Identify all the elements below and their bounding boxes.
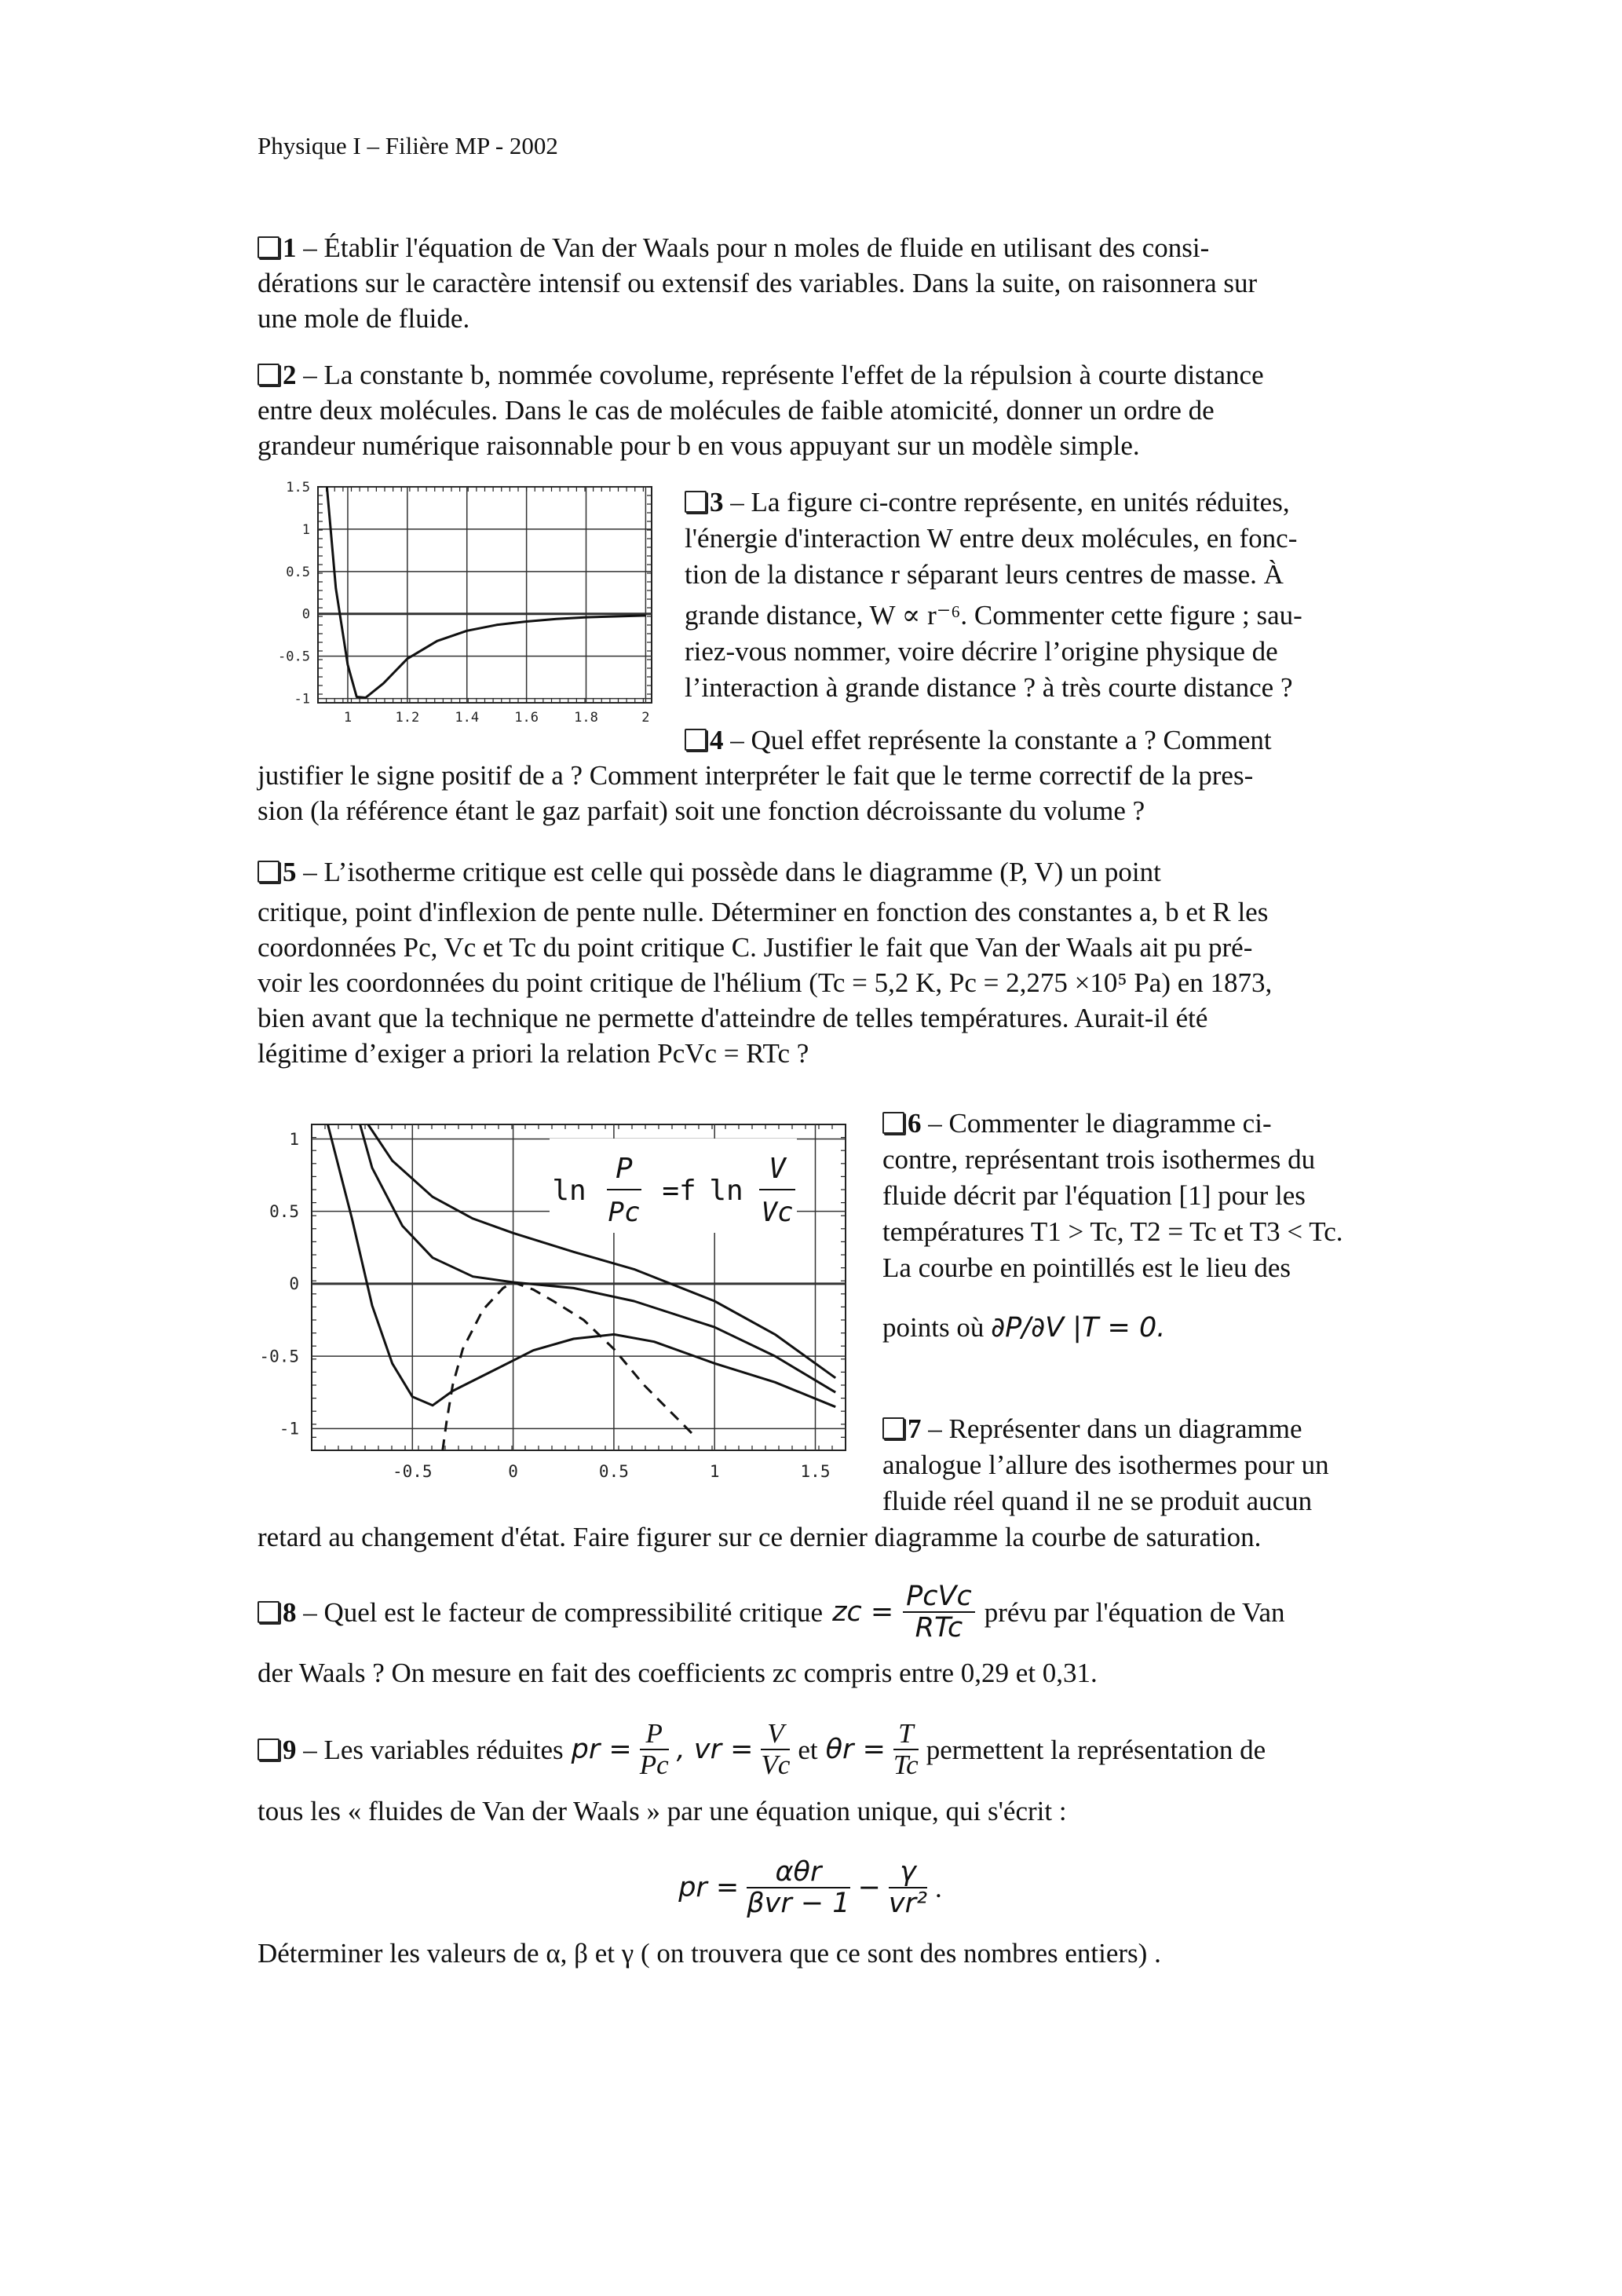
series-line xyxy=(327,487,645,698)
x-tick-label: 1 xyxy=(343,710,353,726)
q7-line: – Représenter dans un diagramme xyxy=(928,1413,1302,1444)
frac-numerator: PcVc xyxy=(903,1581,975,1613)
q7-line: retard au changement d'état. Faire figurer sur ce dernier diagramme la courbe de saturation. xyxy=(258,1522,1262,1552)
annotation-p: P xyxy=(616,1153,633,1185)
q3-line: grande distance, W ∝ r⁻⁶. Commenter cette figure ; sau- xyxy=(685,600,1302,631)
x-tick-label: 1 xyxy=(709,1462,720,1481)
question-number: 9 xyxy=(283,1734,297,1765)
q4-line: – Quel effet représente la constante a ? Comment xyxy=(730,725,1272,755)
q9-text: – Les variables réduites xyxy=(303,1734,564,1765)
y-tick-label: -0.5 xyxy=(278,649,310,665)
question-1 xyxy=(258,230,1363,336)
x-tick-label: 1.6 xyxy=(514,710,539,726)
pr-symbol: pr = xyxy=(571,1733,632,1765)
x-tick-label: 1.5 xyxy=(800,1462,831,1481)
question-2 xyxy=(258,357,1363,463)
x-tick-label: 0.5 xyxy=(598,1462,629,1481)
checkbox-icon xyxy=(882,1417,904,1439)
q2-line: grandeur numérique raisonnable pour b en vous appuyant sur un modèle simple. xyxy=(258,430,1140,461)
q5-line: légitime d’exiger a priori la relation PcVc = RTc ? xyxy=(258,1038,809,1069)
q8-text: – Quel est le facteur de compressibilité critique xyxy=(303,1596,824,1628)
annotation-ln: ln xyxy=(552,1175,586,1207)
checkbox-icon xyxy=(258,1601,279,1623)
q2-line: – La constante b, nommée covolume, représente l'effet de la répulsion à courte distance xyxy=(303,360,1264,390)
y-tick-label: 1 xyxy=(289,1129,299,1149)
q6-line: contre, représentant trois isothermes du xyxy=(882,1144,1316,1175)
frac-numerator: P xyxy=(640,1719,669,1750)
q4-line: justifier le signe positif de a ? Comment interpréter le fait que le terme correctif de la pres- xyxy=(258,760,1254,791)
q6-line: points où xyxy=(882,1312,985,1343)
q3-line: riez-vous nommer, voire décrire l’origine physique de xyxy=(685,636,1278,667)
eq-fraction-2 xyxy=(889,1857,927,1918)
checkbox-icon xyxy=(258,236,279,258)
q3-line: l’interaction à grande distance ? à très courte distance ? xyxy=(685,672,1293,703)
frac-denominator: Pc xyxy=(639,1749,669,1780)
q3-line: l'énergie d'interaction W entre deux molécules, en fonc- xyxy=(685,523,1298,554)
x-tick-label: -0.5 xyxy=(393,1462,433,1481)
annotation-vc: Vc xyxy=(761,1197,794,1228)
eq-lhs: pr = xyxy=(678,1871,740,1903)
q7-line: analogue l’allure des isothermes pour un xyxy=(882,1450,1329,1480)
q8-text: prévu par l'équation de Van xyxy=(984,1596,1285,1628)
question-4 xyxy=(258,722,1363,828)
frac-denominator: Vc xyxy=(761,1749,791,1780)
x-tick-label: 2 xyxy=(641,710,650,726)
y-tick-label: 0.5 xyxy=(286,564,310,580)
question-7 xyxy=(258,1411,1363,1556)
annotation-v: V xyxy=(769,1153,786,1185)
q5-line: critique, point d'inflexion de pente nulle. Déterminer en fonction des constantes a, b et R les xyxy=(258,897,1269,927)
vr-fraction xyxy=(761,1719,790,1780)
y-tick-label: 0.5 xyxy=(269,1202,299,1222)
plot-frame xyxy=(318,487,652,703)
chart-annotation xyxy=(550,1139,797,1233)
theta-fraction xyxy=(893,1719,919,1780)
question-number: 4 xyxy=(710,725,724,755)
q6-line: températures T1 > Tc, T2 = Tc et T3 < Tc. xyxy=(882,1216,1343,1247)
q9-line: tous les « fluides de Van der Waals » par une équation unique, qui s'écrit : xyxy=(258,1796,1067,1826)
q9-line: Déterminer les valeurs de α, β et γ ( on trouvera que ce sont des nombres entiers) . xyxy=(258,1938,1161,1969)
y-tick-label: -1 xyxy=(294,691,310,707)
y-tick-label: 0 xyxy=(289,1274,299,1294)
frac-denominator: RTc xyxy=(915,1612,963,1643)
q5-line: – L’isotherme critique est celle qui possède dans le diagramme (P, V) un point xyxy=(303,857,1161,887)
eq-minus: − xyxy=(857,1871,881,1903)
y-tick-label: 1 xyxy=(301,521,310,538)
x-tick-label: 1.2 xyxy=(395,710,420,726)
checkbox-icon xyxy=(258,861,279,883)
question-number: 8 xyxy=(283,1596,297,1628)
checkbox-icon xyxy=(258,1738,279,1760)
q1-line: dérations sur le caractère intensif ou extensif des variables. Dans la suite, on raisonnera sur xyxy=(258,268,1258,298)
question-number: 1 xyxy=(283,232,297,263)
q1-line: une mole de fluide. xyxy=(258,303,470,334)
interaction-energy-chart xyxy=(251,475,675,738)
annotation-ln: ln xyxy=(709,1175,743,1207)
q9-text: et xyxy=(798,1734,818,1765)
q6-line: – Commenter le diagramme ci- xyxy=(928,1108,1272,1139)
y-tick-label: 1.5 xyxy=(286,479,310,495)
zc-symbol: zc = xyxy=(832,1596,894,1628)
checkbox-icon xyxy=(685,729,707,751)
q2-line: entre deux molécules. Dans le cas de molécules de faible atomicité, donner un ordre de xyxy=(258,395,1215,426)
q6-line: fluide décrit par l'équation [1] pour les xyxy=(882,1180,1306,1211)
q1-line: – Établir l'équation de Van der Waals pour n moles de fluide en utilisant des consi- xyxy=(303,232,1210,263)
x-tick-label: 1.4 xyxy=(455,710,480,726)
checkbox-icon xyxy=(685,491,707,513)
q7-line: fluide réel quand il ne se produit aucun xyxy=(882,1486,1313,1516)
question-8 xyxy=(258,1577,1363,1691)
derivative-condition: ∂P/∂V |T = 0. xyxy=(991,1312,1166,1344)
frac-numerator: T xyxy=(893,1719,919,1750)
question-5 xyxy=(258,854,1363,1071)
y-tick-label: -0.5 xyxy=(259,1347,299,1366)
q5-line: voir les coordonnées du point critique de l'hélium (Tc = 5,2 K, Pc = 2,275 ×10⁵ Pa) en 1873, xyxy=(258,967,1273,998)
annotation-pc: Pc xyxy=(608,1197,641,1228)
page-header: Physique I – Filière MP - 2002 xyxy=(258,132,558,159)
frac-denominator: vr² xyxy=(888,1888,928,1919)
q9-text: permettent la représentation de xyxy=(926,1734,1266,1765)
vr-symbol: , vr = xyxy=(676,1733,754,1765)
q5-line: bien avant que la technique ne permette d'atteindre de telles températures. Aurait-il été xyxy=(258,1003,1208,1033)
question-number: 5 xyxy=(283,857,297,887)
frac-numerator: V xyxy=(761,1719,790,1750)
question-3 xyxy=(685,484,1375,706)
annotation-eq: =f xyxy=(662,1175,696,1207)
q8-line: der Waals ? On mesure en fait des coefficients zc compris entre 0,29 et 0,31. xyxy=(258,1658,1098,1688)
x-tick-label: 1.8 xyxy=(574,710,598,726)
checkbox-icon xyxy=(258,364,279,386)
checkbox-icon xyxy=(882,1112,904,1134)
question-number: 7 xyxy=(908,1413,922,1444)
question-number: 2 xyxy=(283,360,297,390)
question-number: 6 xyxy=(908,1108,922,1139)
question-9 xyxy=(258,1712,1363,1971)
pr-fraction xyxy=(640,1719,669,1780)
frac-denominator: Tc xyxy=(893,1749,919,1780)
x-tick-label: 0 xyxy=(508,1462,518,1481)
zc-fraction xyxy=(903,1581,975,1643)
question-6 xyxy=(882,1106,1385,1346)
frac-numerator: αθr xyxy=(747,1857,849,1888)
eq-fraction-1 xyxy=(747,1857,849,1918)
question-number: 3 xyxy=(710,487,724,517)
q4-line: sion (la référence étant le gaz parfait) soit une fonction décroissante du volume ? xyxy=(258,795,1145,826)
y-tick-label: -1 xyxy=(279,1419,299,1439)
q5-line: coordonnées Pc, Vc et Tc du point critique C. Justifier le fait que Van der Waals ait pu pré- xyxy=(258,932,1253,963)
q6-line: La courbe en pointillés est le lieu des xyxy=(882,1252,1291,1283)
q3-line: tion de la distance r séparant leurs centres de masse. À xyxy=(685,559,1284,590)
y-tick-label: 0 xyxy=(301,606,310,623)
reduced-equation xyxy=(258,1844,1363,1931)
frac-denominator: βvr − 1 xyxy=(747,1888,850,1919)
theta-symbol: θr = xyxy=(825,1733,886,1765)
frac-numerator: γ xyxy=(889,1857,927,1888)
q3-line: – La figure ci-contre représente, en unités réduites, xyxy=(730,487,1290,517)
eq-end: . xyxy=(935,1872,942,1903)
